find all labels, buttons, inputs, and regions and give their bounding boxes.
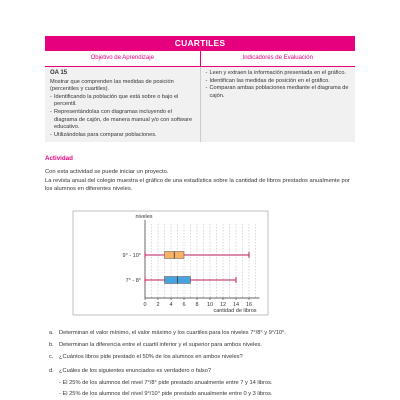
indicator-item: - Comparan ambas poblaciones mediante el diagrama de cajón. [206,85,352,100]
x-tick-label: 6 [182,302,186,308]
x-tick-label: 2 [156,302,160,308]
question-text: ¿Cuáles de los siguientes enunciados es verdadero o falso? [59,368,212,374]
x-tick-label: 8 [195,302,199,308]
activity-title: Actividad [45,155,73,163]
series-label: 9° - 10° [122,253,141,259]
question-d [49,367,354,375]
series-label: 7° - 8° [125,278,141,284]
indicators-cell [200,67,355,143]
boxplot-svg [72,210,269,316]
oa-items-list [50,94,196,140]
chart-frame [73,211,268,315]
question-b [49,341,354,349]
question-a [49,329,354,337]
question-text: Determinan el valor mínimo, el valor máximo y los cuartiles para los niveles 7°/8° y 9°/10°. [59,330,286,336]
question-label: d. [49,368,54,374]
indicator-item: - Identifican las medidas de posición en el gráfico. [206,78,352,86]
x-tick-label: 16 [245,302,253,308]
objective-cell [45,67,200,143]
activity-intro: Con esta actividad se puede iniciar un proyecto. [45,169,169,176]
oa-text: Mostrar que comprenden las medidas de posición (percentiles y cuartiles). [50,78,174,93]
objectives-table [45,51,355,142]
indicators-list [206,70,352,100]
oa-item: - Utilizándolas para comparar poblaciones. [50,132,196,140]
oa-code: OA 15 [50,70,68,76]
question-text: Determinan la diferencia entre el cuartil inferior y el superior para ambos niveles. [59,342,262,348]
x-tick-label: 10 [206,302,214,308]
oa-item: - Identificando la población que está sobre o bajo el percentil. [50,94,196,109]
x-axis-label: cantidad de libros [213,308,257,314]
page-title-banner: CUARTILES [45,36,355,51]
x-tick-label: 4 [169,302,173,308]
question-label: b. [49,342,54,348]
activity-description: La revista anual del colegio muestra el gráfico de una estadística sobre la cantidad de libros prestados anualmente por los alumnos en diferentes niveles. [45,178,350,193]
boxplot-chart [72,210,269,316]
question-label: a. [49,330,54,336]
objective-header: Objetivo de Aprendizaje [45,51,200,67]
x-tick-label: 14 [232,302,240,308]
question-d-item-text: El 25% de los alumnos del nivel 7°/8° pide prestado anualmente entre 7 y 14 libros. [62,380,273,386]
indicators-header: Indicadores de Evaluación [200,51,355,67]
question-d-item: - El 25% de los alumnos del nivel 7°/8° pide prestado anualmente entre 7 y 14 libros. [59,380,273,386]
question-label: c. [49,354,54,360]
y-axis-label: niveles [135,214,153,220]
question-c [49,353,354,361]
oa-item: - Representándolas con diagramas incluyendo el diagrama de cajón, de manera manual y/o con software educativo. [50,109,196,132]
x-tick-label: 12 [219,302,227,308]
worksheet-page [45,36,355,193]
question-d-item: - El 25% de los alumnos del nivel 9°/10° pide prestado anualmente entre 0 y 3 libros. [59,391,273,397]
question-text: ¿Cuántos libros pide prestado el 50% de los alumnos en ambos niveles? [59,354,243,360]
question-d-item-text: El 25% de los alumnos del nivel 9°/10° pide prestado anualmente entre 0 y 3 libros. [62,391,273,397]
x-tick-label: 0 [143,302,147,308]
indicator-item: - Leen y extraen la información presentada en el gráfico. [206,70,352,78]
